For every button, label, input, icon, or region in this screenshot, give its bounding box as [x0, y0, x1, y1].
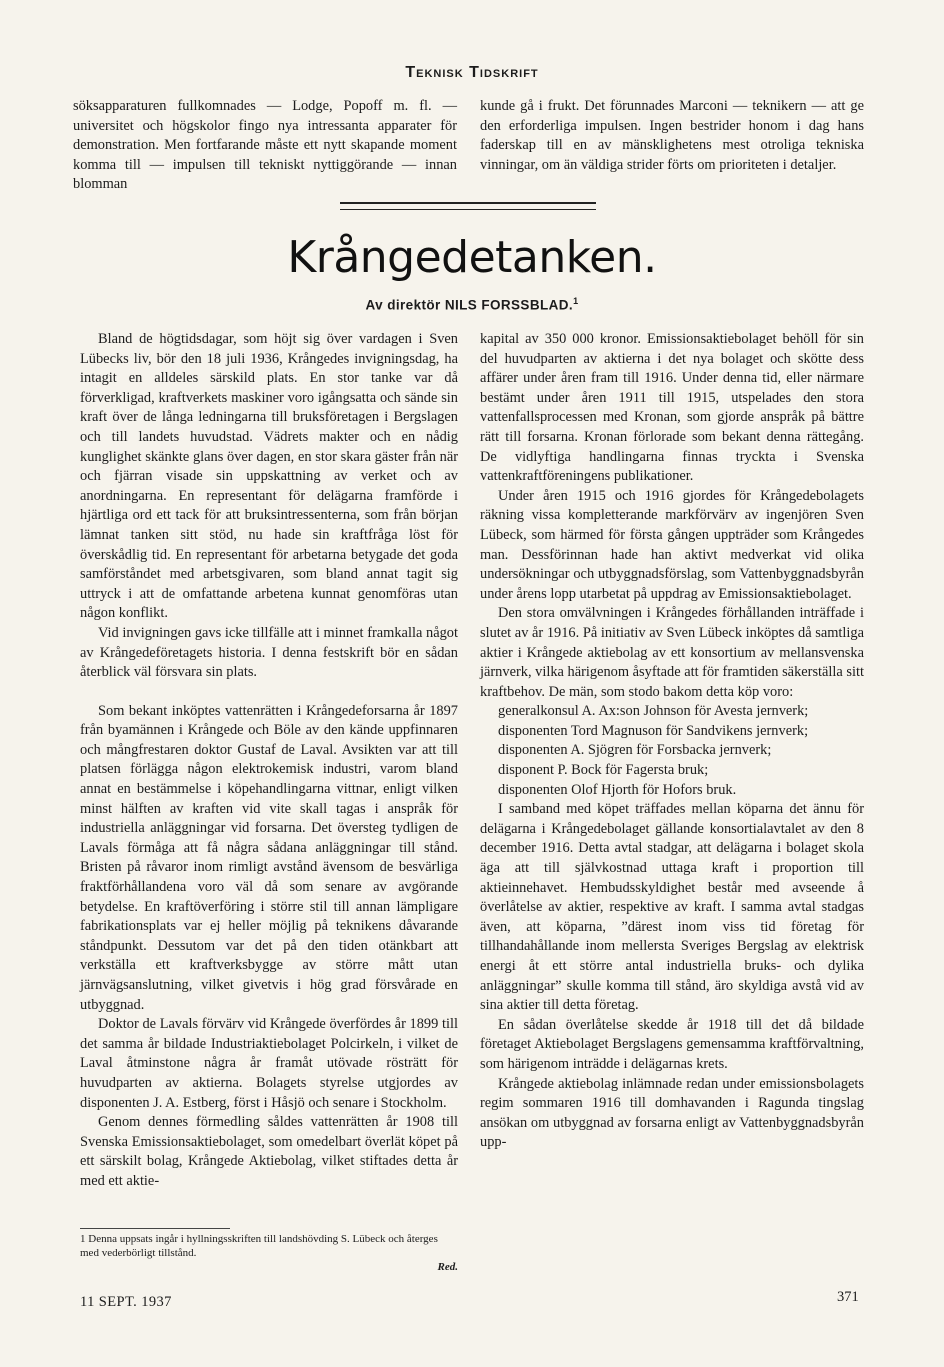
paragraph: söksapparaturen fullkomnades — Lodge, Popoff m. fl. — universitet och högskolor fingo nya intressanta apparater för demonstration. Men fortfarande måste ett nytt skapande moment komma till — impulsen till tekniskt nyttiggörande — innan blomman — [73, 98, 457, 193]
paragraph: kunde gå i frukt. Det förunnades Marconi — teknikern — att ge den erforderliga impulsen. Ingen bestrider honom i dag hans faderskap till en av mänsklighetens mest otroliga tekniska vinningar, om än väldiga strider förts om prioriteten i detaljer. — [480, 98, 864, 173]
list-item: disponenten Olof Hjorth för Hofors bruk. — [498, 781, 737, 798]
list-item: disponenten Tord Magnuson för Sandvikens jernverk; — [498, 722, 809, 739]
issue-date: 11 SEPT. 1937 — [80, 1294, 172, 1310]
byline-text: Av direktör NILS FORSSBLAD. — [365, 297, 574, 313]
footnote-marker: 1 — [573, 296, 579, 306]
footnote — [80, 1228, 458, 1274]
previous-article-continuation-right — [480, 97, 864, 175]
paragraph: kapital av 350 000 kronor. Emissionsaktiebolaget behöll för sin del huvudparten av aktierna i det nya bolaget och skötte dess affärer under åren fram till 1916. Under denna tid, eller närmare bestämt under åren 1911 till 1915, utspelades den stora vattenfallsprocessen med Kronan, som gjorde anspråk på bättre rätt till forsarna. Kronan förlorade som bekant denna rättegång. De vidlyftiga handlingarna finnas tryckta i Svenska vattenkraftföreningens publikationer. — [480, 331, 864, 485]
paragraph: Den stora omvälvningen i Krångedes förhållanden inträffade i slutet av år 1916. På initiativ av Sven Lübeck inköptes då samtliga aktier i Krångede aktiebolag av ett konsortium av mellansvenska järnverk, vilka härigenom åsyftade att för framtiden säkerställa sitt kraftbehov. De män, som stodo bakom detta köp voro: — [480, 605, 865, 700]
paragraph: Under åren 1915 och 1916 gjordes för Krångedebolagets räkning vissa kompletterande markförvärv av ingenjören Sven Lübeck, som härmed för första gången uppträder som Krångedes man. Dessförinnan hade han aktivt medverkat vid olika undersökningar och utbyggnadsförslag, som Vattenbyggnadsbyrån under årens lopp utarbetat på uppdrag av Emissionsaktiebolaget. — [480, 487, 864, 602]
previous-article-continuation-left — [73, 97, 457, 195]
byline — [0, 296, 944, 313]
paragraph: Som bekant inköptes vattenrätten i Krångedeforsarna år 1897 från byamännen i Krångede och Böle av den kände uppfinnaren och mångfrestaren doktor Gustaf de Laval. Avsikten var att till platsen förlägga någon elektrokemisk industri, varom bland annat en bestämmelse i köpehandlingarna vittnar, enligt vilken minst hälften av kraften vid vite skall tagas i anspråk för industriella anläggningar vid forsarna. Det översteg tydligen de Lavals förmåga att få några sådana anläggningar till stånd. Bristen på råvaror inom rimligt avstånd ävensom de besvärliga fraktförhållandena voro väl då som senare av avgörande betydelse. En kraftöverföring i större stil till annan lämpligare fabrikationsplats var ej heller möjlig på teknikens dåvarande ståndpunkt. Dessutom var det på den tiden otänkbart att verkställa ett kraftverksbygge av större mått utan järnvägsanslutning, vilket givetvis i hög grad försvårade en utbyggnad. — [80, 702, 458, 1013]
paragraph: Doktor de Lavals förvärv vid Krångede överfördes år 1899 till det samma år bildade Industriaktiebolaget Polcirkeln, i vilket de Laval åtminstone några år framåt utövade rösträtt för huvudparten av aktierna. Bolagets styrelse utgjordes av disponenten J. A. Estberg, först i Håsjö och senare i Stockholm. — [80, 1016, 458, 1111]
article-title: Krångedetanken. — [287, 232, 657, 283]
paragraph: Krångede aktiebolag inlämnade redan under emissionsbolagets regim sommaren 1916 till domhavanden i Ragunda tingslag ansökan om utbyggnad av forsarna enligt av Vattenbyggnadsbyrån upp- — [480, 1075, 864, 1151]
paragraph: En sådan överlåtelse skedde år 1918 till det då bildade företaget Aktiebolaget Bergslagens gemensamma kraftförvaltning, som härigenom inträdde i delägarnas krets. — [480, 1016, 864, 1072]
article-column-right — [480, 330, 864, 1153]
journal-title: Teknisk Tidskrift — [405, 64, 539, 81]
footnote-rule — [80, 1228, 230, 1229]
paragraph: Vid invigningen gavs icke tillfälle att i minnet framkalla något av Krångedeföretagets historia. I denna festskrift bör en sådan återblick väl försvara sin plats. — [80, 624, 458, 681]
paragraph: Genom dennes förmedling såldes vattenrätten år 1908 till Svenska Emissionsaktiebolaget, som omedelbart överlät köpet på ett särskilt bolag, Krångede Aktiebolag, vilket stiftades detta år med ett aktie- — [80, 1114, 458, 1189]
footnote-text: 1 Denna uppsats ingår i hyllningsskriften till landshövding S. Lübeck och återges med vederbörligt tillstånd. — [80, 1233, 438, 1259]
footnote-signature: Red. — [437, 1261, 458, 1273]
list-item: generalkonsul A. Ax:son Johnson för Avesta jernverk; — [498, 703, 809, 720]
section-divider — [340, 202, 596, 210]
list-item: disponenten A. Sjögren för Forsbacka jernverk; — [498, 742, 772, 759]
paragraph: I samband med köpet träffades mellan köparna det ännu för delägarna i Krångedebolaget gällande konsortialavtalet av den 8 december 1916. Detta avtal stadgar, att delägarna i bolaget skola äga att till självkostnad uttaga kraft i proportion till aktieinnehavet. Hembudsskyldighet består med avseende å överlåtelse av aktier, respektive av kraft. I samma avtal stadgas även, att köparna, ”därest inom viss tid företag för tillhandahållande inom mellersta Sveriges Bergslag av elektrisk energi åt ett större antal industriella bruks- och dylika anläggningar” skulle komma till stånd, äro skyldiga avstå vid av sina aktier till detta företag. — [480, 801, 864, 1014]
paragraph: Bland de högtidsdagar, som höjt sig över vardagen i Sven Lübecks liv, bör den 18 juli 1936, Krångedes invigningsdag, ha intagit en alldeles särskild plats. En stor tanke var då förverkligad, kraftverkets maskiner voro igångsatta och sände sin kraft över de långa ledningarna till bruksföretagen i Bergslagen och till landets huvudstad. Vädrets makter och en nådig kunglighet skänkte glans över dagen, en stor skara gäster från när och fjärran visade sin uppskattning av verket och av anordningarna. En representant för delägarna framförde i hjärtliga ord ett tack för att bruksintressenterna, som från början lämnat tanken sitt stöd, nu hade sin kraftfråga löst för överskådlig tid. En representant för arbetarna betygade det goda samförståndet med arbetsgivaren, som bland annat tagit sig uttryck i att de omfattande arbetena kunnat genomföras utan någon konflikt. — [80, 331, 458, 622]
article-column-left — [80, 330, 458, 1192]
list-item: disponent P. Bock för Fagersta bruk; — [498, 762, 709, 779]
page-number: 371 — [837, 1289, 859, 1305]
